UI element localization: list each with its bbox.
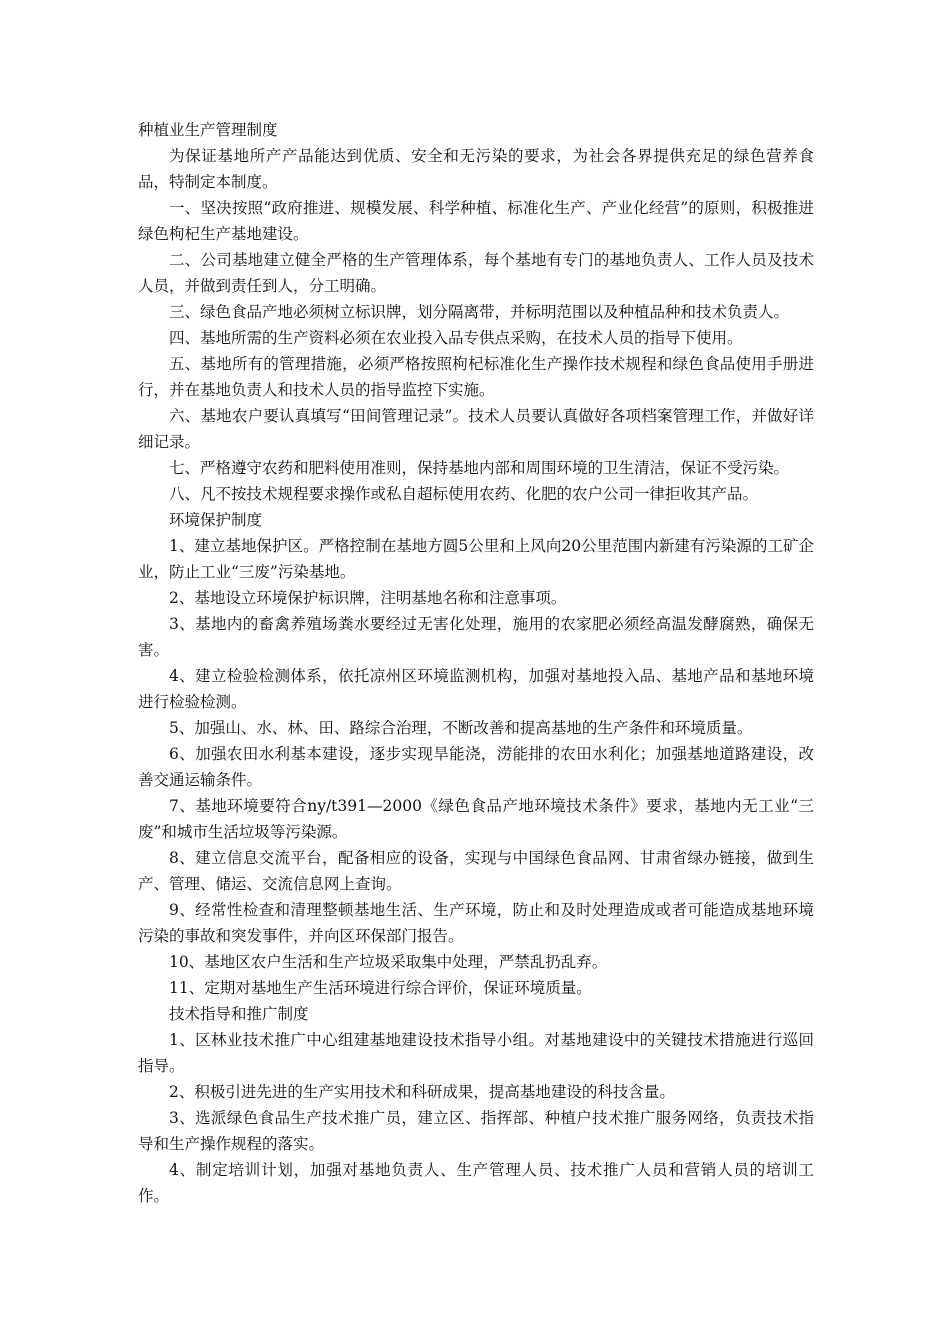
- environment-section-heading: 环境保护制度: [169, 511, 263, 529]
- production-rule-2: 二、公司基地建立健全严格的生产管理体系，每个基地有专门的基地负责人、工作人员及技术人员，并做到责任到人，分工明确。: [138, 251, 814, 295]
- tech-section-heading: 技术指导和推广制度: [169, 1005, 309, 1023]
- intro-paragraph: 为保证基地所产产品能达到优质、安全和无污染的要求，为社会各界提供充足的绿色营养食品，特制定本制度。: [138, 147, 814, 191]
- production-rule-4: 四、基地所需的生产资料必须在农业投入品专供点采购，在技术人员的指导下使用。: [169, 329, 743, 347]
- environment-rule-10: 10、基地区农户生活和生产垃圾采取集中处理，严禁乱扔乱弃。: [169, 953, 608, 971]
- production-rule-1: 一、坚决按照“政府推进、规模发展、科学种植、标准化生产、产业化经营”的原则，积极推进绿色枸杞生产基地建设。: [138, 199, 814, 243]
- environment-rule-9: 9、经常性检查和清理整顿基地生活、生产环境，防止和及时处理造成或者可能造成基地环境污染的事故和突发事件，并向区环保部门报告。: [138, 901, 814, 945]
- document-page: [138, 117, 814, 1209]
- tech-rule-4: 4、制定培训计划，加强对基地负责人、生产管理人员、技术推广人员和营销人员的培训工作。: [138, 1161, 814, 1205]
- environment-rule-2: 2、基地设立环境保护标识牌，注明基地名称和注意事项。: [169, 589, 567, 607]
- production-rule-3: 三、绿色食品产地必须树立标识牌，划分隔离带，并标明范围以及种植品种和技术负责人。: [169, 303, 790, 321]
- tech-rule-2: 2、积极引进先进的生产实用技术和科研成果，提高基地建设的科技含量。: [169, 1083, 675, 1101]
- environment-rule-8: 8、建立信息交流平台，配备相应的设备，实现与中国绿色食品网、甘肃省绿办链接，做到生产、管理、储运、交流信息网上查询。: [138, 849, 814, 893]
- environment-rule-6: 6、加强农田水利基本建设，逐步实现旱能浇，涝能排的农田水利化；加强基地道路建设，改善交通运输条件。: [138, 745, 814, 789]
- environment-rule-4: 4、建立检验检测体系，依托凉州区环境监测机构，加强对基地投入品、基地产品和基地环境进行检验检测。: [138, 667, 814, 711]
- tech-rule-1: 1、区林业技术推广中心组建基地建设技术指导小组。对基地建设中的关键技术措施进行巡回指导。: [138, 1031, 814, 1075]
- environment-rule-3: 3、基地内的畜禽养殖场粪水要经过无害化处理，施用的农家肥必须经高温发酵腐熟，确保无害。: [138, 615, 814, 659]
- environment-rule-11: 11、定期对基地生产生活环境进行综合评价，保证环境质量。: [169, 979, 592, 997]
- production-rule-6: 六、基地农户要认真填写“田间管理记录”。技术人员要认真做好各项档案管理工作，并做好详细记录。: [138, 407, 814, 451]
- production-rule-5: 五、基地所有的管理措施，必须严格按照枸杞标准化生产操作技术规程和绿色食品使用手册进行，并在基地负责人和技术人员的指导监控下实施。: [138, 355, 814, 399]
- production-rule-8: 八、凡不按技术规程要求操作或私自超标使用农药、化肥的农户公司一律拒收其产品。: [169, 485, 759, 503]
- production-rule-7: 七、严格遵守农药和肥料使用准则，保持基地内部和周围环境的卫生清洁，保证不受污染。: [169, 459, 790, 477]
- environment-rule-1: 1、建立基地保护区。严格控制在基地方圆5公里和上风向20公里范围内新建有污染源的工矿企业，防止工业“三废”污染基地。: [138, 537, 814, 581]
- environment-rule-7: 7、基地环境要符合ny/t391—2000《绿色食品产地环境技术条件》要求，基地内无工业“三废”和城市生活垃圾等污染源。: [138, 797, 814, 841]
- tech-rule-3: 3、选派绿色食品生产技术推广员，建立区、指挥部、种植户技术推广服务网络，负责技术指导和生产操作规程的落实。: [138, 1109, 814, 1153]
- document-title: 种植业生产管理制度: [138, 121, 278, 139]
- environment-rule-5: 5、加强山、水、林、田、路综合治理，不断改善和提高基地的生产条件和环境质量。: [169, 719, 753, 737]
